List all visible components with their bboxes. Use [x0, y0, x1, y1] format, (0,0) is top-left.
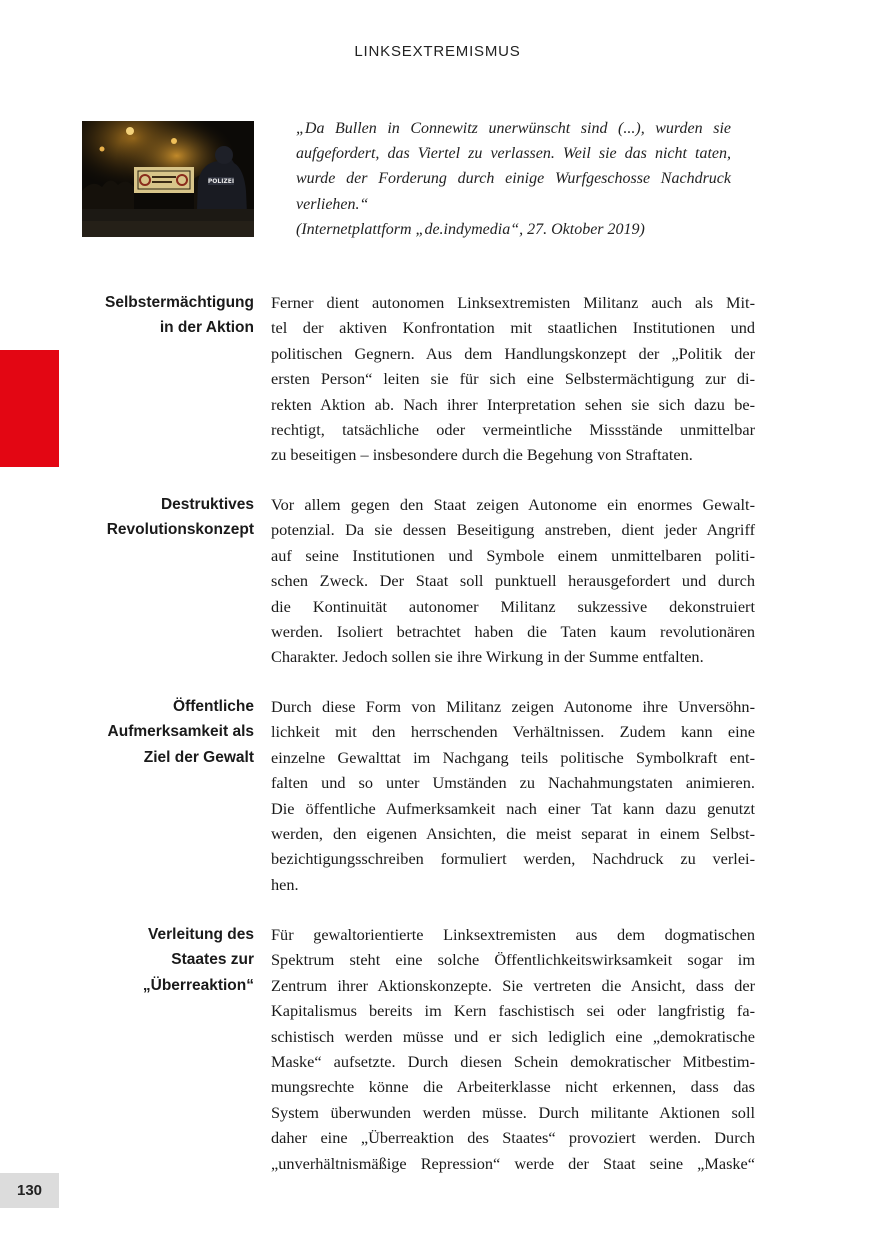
page-number: 130	[0, 1173, 59, 1208]
heading-line: Öffentliche	[173, 698, 254, 715]
text-line: Kapitalismus bereits im Kern faschistisch sei oder langfristig fa-	[271, 1001, 755, 1021]
text-line: mungsrechte könne die Arbeiterklasse nicht erkennen, dass das	[271, 1077, 755, 1097]
section-heading	[60, 694, 254, 770]
text-line: falten und so unter Umständen zu Nachahmungstaten animieren.	[271, 773, 755, 793]
text-line: bezichtigungsschreiben formuliert werden, Nachdruck zu verlei-	[271, 849, 755, 869]
text-line: Vor allem gegen den Staat zeigen Autonome ein enormes Gewalt-	[271, 495, 755, 514]
section-body	[271, 694, 755, 897]
text-line: tel der aktiven Konfrontation mit staatlichen Institutionen und	[271, 318, 755, 338]
quote-line: aufgefordert, das Viertel zu verlassen. Weil sie das nicht taten,	[296, 145, 731, 163]
running-header: LINKSEXTREMISMUS	[354, 43, 521, 60]
text-line: Für gewaltorientierte Linksextremisten aus dem dogmatischen	[271, 925, 755, 944]
text-line: Maske“ aufsetzte. Durch diesen Schein demokratischer Mitbestim-	[271, 1052, 755, 1072]
text-line: System überwunden werden müsse. Durch militante Aktionen soll	[271, 1102, 755, 1122]
text-line: potenzial. Da sie dessen Beseitigung anstreben, dient jeder Angriff	[271, 520, 755, 540]
text-line: schen Zweck. Der Staat soll punktuell herausgefordert und durch	[271, 571, 755, 591]
section-body	[271, 922, 755, 1176]
text-line: Ferner dient autonomen Linksextremisten Militanz auch als Mit-	[271, 293, 755, 312]
text-line: „unverhältnismäßige Repression“ werde der Staat seine „Maske“	[271, 1153, 755, 1173]
heading-line: Aufmerksamkeit als	[107, 723, 254, 741]
protest-photo	[82, 121, 254, 237]
pull-quote	[296, 116, 731, 242]
text-line: rechtigt, tatsächliche oder vermeintliche Missstände unmittelbar	[271, 420, 755, 440]
protest-photo-image	[82, 121, 254, 237]
section-heading	[60, 290, 254, 341]
text-line: politischen Gegnern. Aus dem Handlungskonzept der „Politik der	[271, 343, 755, 363]
text-line: Spektrum steht eine solche Öffentlichkeitswirksamkeit sogar im	[271, 950, 755, 970]
text-line: zu beseitigen – insbesondere durch die Begehung von Straftaten.	[271, 445, 693, 465]
text-line: ersten Person“ leiten sie für sich eine Selbstermächtigung zur di-	[271, 369, 755, 389]
text-line: Zentrum ihrer Aktionskonzepte. Sie vertreten die Ansicht, dass der	[271, 975, 755, 995]
heading-line: „Überreaktion“	[142, 976, 254, 994]
section-body	[271, 290, 755, 468]
text-line: die Kontinuität autonomer Militanz sukzessive dekonstruiert	[271, 596, 755, 616]
text-line: hen.	[271, 874, 299, 894]
text-line: werden, den eigenen Ansichten, die meist separat in einem Selbst-	[271, 824, 755, 844]
heading-line: in der Aktion	[159, 319, 254, 337]
text-line: einzelne Gewalttat im Nachgang teils politische Symbolkraft ent-	[271, 747, 755, 767]
text-line: Durch diese Form von Militanz zeigen Autonome ihre Unversöhn-	[271, 697, 755, 716]
quote-line: verliehen.“	[296, 195, 369, 213]
heading-line: Verleitung des	[148, 926, 254, 943]
text-line: Charakter. Jedoch sollen sie ihre Wirkung in der Summe entfalten.	[271, 647, 704, 667]
heading-line: Revolutionskonzept	[106, 521, 254, 539]
chapter-color-tab	[0, 350, 59, 467]
text-line: auf seine Institutionen und Symbole einem unmittelbaren politi-	[271, 545, 755, 565]
text-line: rekten Aktion ab. Nach ihrer Interpretation sehen sie sich dazu be-	[271, 394, 755, 414]
text-line: schistisch werden müsse und er sich lediglich eine „demokratische	[271, 1026, 755, 1046]
quote-line: „Da Bullen in Connewitz unerwünscht sind (...), wurden sie	[296, 120, 731, 137]
heading-line: Staates zur	[171, 951, 254, 969]
quote-line: wurde der Forderung durch einige Wurfgeschosse Nachdruck	[296, 170, 731, 188]
heading-line: Ziel der Gewalt	[143, 748, 254, 766]
text-line: daher eine „Überreaktion des Staates“ provoziert werden. Durch	[271, 1128, 755, 1148]
text-line: werden. Isoliert betrachtet haben die Taten kaum revolutionären	[271, 622, 755, 642]
text-line: lichkeit mit den herrschenden Verhältnissen. Zudem kann eine	[271, 722, 755, 742]
text-line: Die öffentliche Aufmerksamkeit nach einer Tat kann dazu genutzt	[271, 798, 755, 818]
heading-line: Selbstermächtigung	[105, 294, 254, 311]
photo-vest-text: POLIZEI	[207, 178, 235, 185]
section-heading	[60, 492, 254, 543]
section-body	[271, 492, 755, 670]
section-heading	[60, 922, 254, 998]
heading-line: Destruktives	[160, 496, 254, 513]
quote-source: (Internetplattform „de.indymedia“, 27. Oktober 2019)	[296, 220, 645, 238]
